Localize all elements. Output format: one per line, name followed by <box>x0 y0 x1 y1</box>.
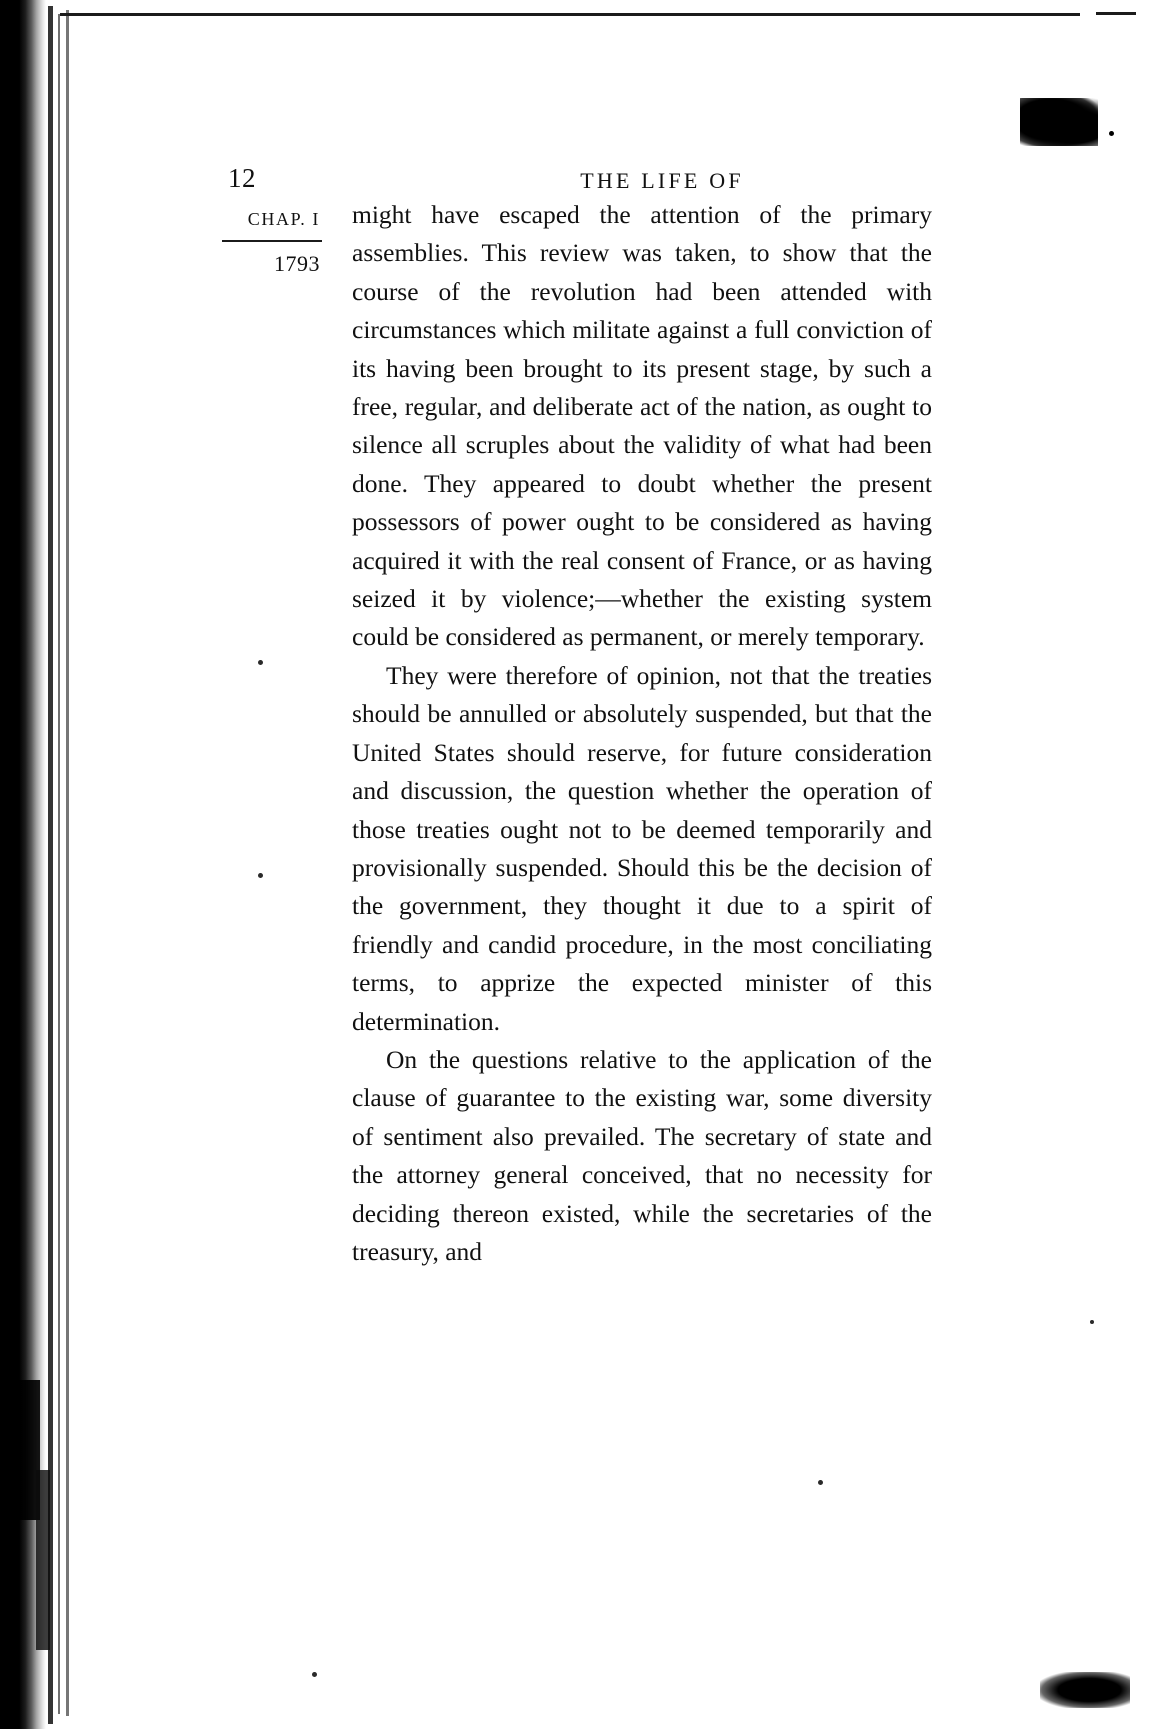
sidenote-year: 1793 <box>274 251 320 276</box>
sidenote-chapter: CHAP. I <box>247 209 320 229</box>
sidenote-divider <box>222 240 322 242</box>
scan-smudge <box>36 1470 50 1650</box>
scan-top-edge-line <box>60 13 1080 16</box>
ink-speck <box>258 660 263 665</box>
scan-top-edge-line <box>1096 12 1136 15</box>
ink-speck <box>312 1672 317 1677</box>
scan-gutter-line <box>48 6 53 1724</box>
ink-speck <box>258 873 263 878</box>
page-number: 12 <box>228 163 256 193</box>
running-head: THE LIFE OF <box>580 168 744 193</box>
ink-speck <box>818 1480 823 1485</box>
paragraph: might have escaped the attention of the primary assemblies. This review was taken, to show that the course of the revolution had been attended with circumstances which militate against a full conviction of its having been brought to its present stage, by such a free, regular, and deliberate act of the nation, as ought to silence all scruples about the validity of what had been done. They appeared to doubt whether the present possessors of power ought to be considered as having acquired it with the real consent of France, or as having seized it by violence;—whether the existing system could be considered as permanent, or merely temporary. <box>352 200 932 652</box>
ink-blot <box>1040 1672 1130 1708</box>
scan-gutter-line <box>58 14 60 1714</box>
scan-gutter-line <box>66 10 69 1716</box>
ink-speck <box>1109 131 1114 136</box>
page-body-text <box>352 196 932 1271</box>
paragraph: They were therefore of opinion, not that the treaties should be annulled or absolutely suspended, but that the United States should reserve, for future consideration and discussion, the question whether the operation of those treaties ought not to be deemed temporarily and provisionally suspended. Should this be the decision of the government, they thought it due to a spirit of friendly and candid procedure, in the most conciliating terms, to apprize the expected minister of this determination. <box>352 660 932 1036</box>
paragraph: On the questions relative to the application of the clause of guarantee to the existing war, some diversity of sentiment also prevailed. The secretary of state and the attorney general conceived, that no necessity for deciding thereon existed, while the secretaries of the treasury, and <box>352 1044 932 1266</box>
ink-blot <box>1020 98 1098 146</box>
ink-speck <box>1090 1320 1094 1324</box>
